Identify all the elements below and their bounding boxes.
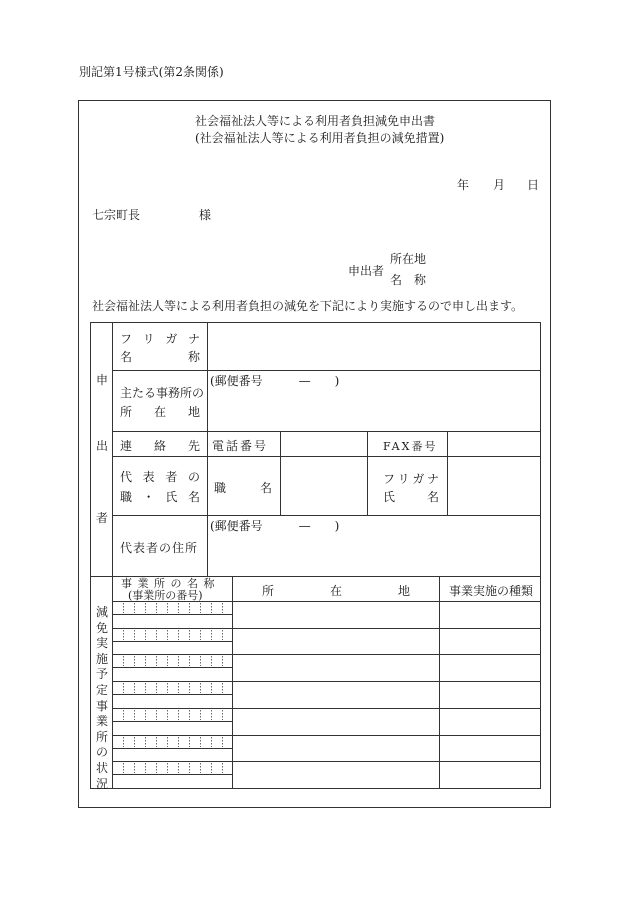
office-label: 主たる事務所の — [120, 386, 205, 400]
date-day: 日 — [527, 178, 540, 192]
application-form-frame — [78, 100, 551, 808]
date-month: 月 — [493, 178, 506, 192]
furigana-label: フ リ ガ ナ — [120, 332, 200, 346]
table-border — [90, 322, 540, 323]
statement-text: 社会福祉法人等による利用者負担の減免を下記により実施するので申し出ます。 — [92, 299, 524, 313]
facility-status-vertical-char: 業 — [95, 714, 108, 729]
rep-label-2: 職 ・ 氏 名 — [120, 490, 200, 504]
name-label: 名 称 — [120, 350, 200, 364]
facility-number-boxes[interactable] — [113, 710, 225, 720]
facility-status-vertical-char: 減 — [95, 605, 108, 619]
facility-row-border — [112, 654, 540, 655]
fax-label: FAX番号 — [383, 440, 438, 453]
postal-code-field-2[interactable]: (郵便番号 — ) — [210, 519, 340, 533]
table-border — [112, 456, 540, 457]
rep-furigana-label: フ リ ガ ナ — [383, 472, 439, 486]
facility-number-boxes[interactable] — [113, 763, 225, 773]
facility-status-vertical-char: 状 — [95, 761, 108, 775]
facility-row-split — [112, 614, 232, 615]
facility-row-border — [112, 628, 540, 629]
facility-status-vertical-char: 事 — [95, 698, 108, 713]
rep-label-1: 代 表 者 の — [120, 470, 200, 484]
applicant-vertical-2: 出 — [95, 439, 108, 453]
facility-number-boxes[interactable] — [113, 683, 225, 693]
facility-status-vertical-char: 施 — [95, 651, 108, 666]
table-border — [112, 431, 540, 432]
facility-row-split — [112, 748, 232, 749]
facility-status-vertical-char: 定 — [95, 683, 108, 697]
addressee-honorific: 様 — [199, 208, 212, 222]
applicant-vertical-3: 者 — [95, 511, 108, 525]
facility-row-split — [112, 694, 232, 695]
table-border — [112, 515, 540, 516]
facility-number-boxes[interactable] — [113, 656, 225, 666]
date-year: 年 — [457, 178, 470, 192]
facility-number-boxes[interactable] — [113, 630, 225, 640]
table-border — [540, 322, 541, 789]
facility-row-border — [112, 681, 540, 682]
postal-code-field[interactable]: (郵便番号 — ) — [210, 374, 340, 388]
facility-status-vertical-char: 所 — [95, 729, 108, 744]
facility-row-split — [112, 774, 232, 775]
facility-row-border — [112, 735, 540, 736]
applicant-name-label-1: 名 — [390, 273, 403, 287]
contact-label: 連 絡 先 — [120, 439, 200, 453]
office-address-label: 所 在 地 — [120, 405, 200, 419]
facility-row-split — [112, 641, 232, 642]
applicant-vertical-1: 申 — [95, 373, 108, 387]
facility-status-vertical-char: 実 — [95, 636, 108, 651]
table-border — [439, 576, 440, 788]
facility-status-vertical-char: の — [95, 745, 108, 760]
facility-row-border — [112, 788, 540, 789]
table-border — [232, 576, 233, 788]
table-border — [367, 431, 368, 515]
facility-number-boxes[interactable] — [113, 737, 225, 747]
rep-address-label: 代表者の住所 — [120, 541, 199, 555]
applicant-address-label: 所在地 — [390, 252, 427, 266]
job-title-label: 職 名 — [214, 481, 272, 495]
applicant-name-label-2: 称 — [414, 273, 427, 287]
table-border — [280, 431, 281, 515]
addressee-name: 七宗町長 — [92, 208, 141, 222]
facility-row-split — [112, 721, 232, 722]
facility-status-vertical-char: 予 — [95, 667, 108, 682]
phone-label: 電話番号 — [212, 439, 269, 453]
location-header: 所 在 地 — [262, 584, 410, 598]
form-title: 社会福祉法人等による利用者負担減免申出書 — [195, 114, 436, 128]
facility-number-boxes[interactable] — [113, 603, 225, 613]
table-border — [90, 322, 91, 789]
rep-name-label: 氏 名 — [383, 490, 439, 504]
table-border — [447, 431, 448, 515]
facility-row-border — [112, 708, 540, 709]
table-border — [207, 322, 208, 576]
form-label: 別記第1号様式(第2条関係) — [79, 65, 224, 79]
applicant-label: 申出者 — [348, 264, 385, 278]
form-subtitle: (社会福祉法人等による利用者負担の減免措置) — [195, 131, 445, 145]
facility-row-split — [112, 667, 232, 668]
facility-row-border — [112, 761, 540, 762]
service-type-header: 事業実施の種類 — [449, 584, 534, 598]
office-name-header: 事 業 所 の 名 称 — [121, 577, 216, 590]
office-number-header: (事業所の番号) — [128, 589, 203, 602]
facility-status-vertical-char: 免 — [95, 620, 108, 635]
facility-status-vertical-char: 況 — [95, 776, 108, 791]
table-border — [112, 370, 540, 371]
